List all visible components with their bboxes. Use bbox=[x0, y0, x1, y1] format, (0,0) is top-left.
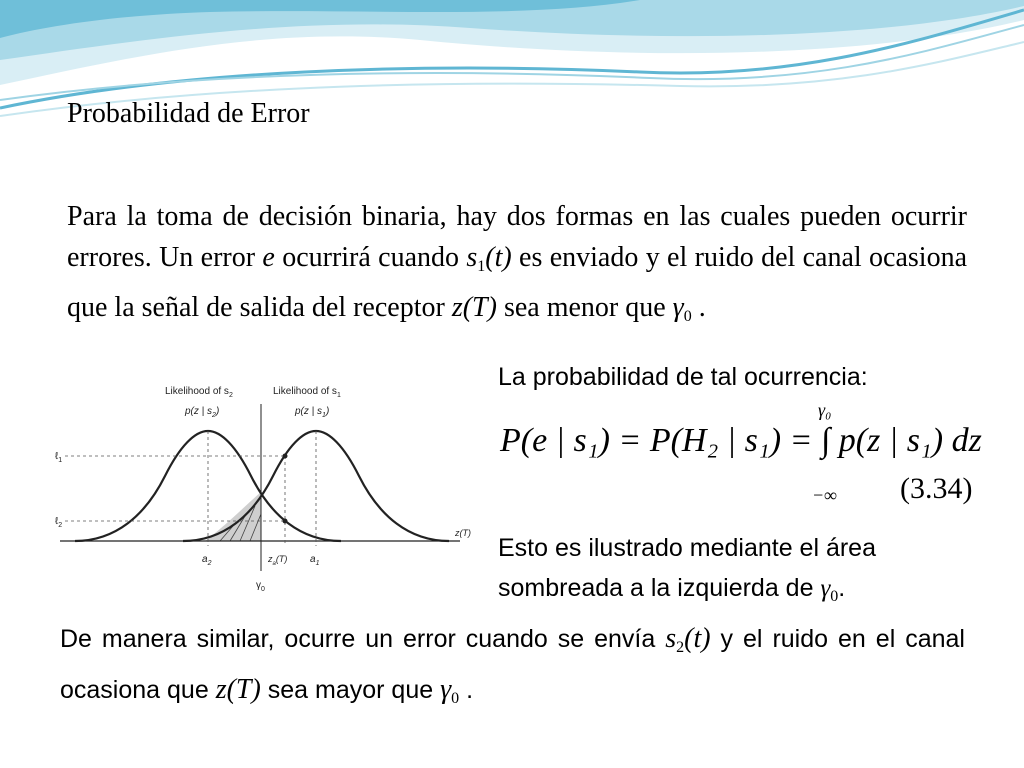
symbol-z-t: z(T) bbox=[451, 292, 497, 323]
symbol-s2-t: $s_2(t)$ bbox=[665, 623, 711, 656]
integral-upper-limit: γ₀ bbox=[818, 400, 832, 420]
equation-3-34 bbox=[500, 400, 1010, 510]
figure-background bbox=[55, 376, 485, 598]
label-a2: $a_2$ bbox=[202, 554, 212, 567]
paragraph-illustrated: Esto es ilustrado mediante el área sombreada a la izquierda de $\gamma_0$. bbox=[498, 534, 876, 605]
label-gamma0: $\gamma_0$ bbox=[256, 580, 265, 593]
label-axis-z: z(T) bbox=[455, 528, 471, 538]
symbol-s1-t: $s_1(t)$ bbox=[466, 242, 512, 275]
label-l2: ℓ$_2$ bbox=[55, 516, 63, 529]
label-za: $z_a(T)$ bbox=[268, 554, 288, 567]
label-a1: $a_1$ bbox=[310, 554, 320, 567]
label-likelihood-s1: Likelihood of $s_1$ bbox=[273, 386, 341, 399]
paragraph-similar: De manera similar, ocurre un error cuando se envía $s_2(t)$ y el ruido en el canal ocasiona que z(T) sea mayor que $\gamma_0$ . bbox=[60, 623, 965, 707]
equation-number: (3.34) bbox=[900, 472, 973, 505]
integral-lower-limit: −∞ bbox=[812, 485, 837, 505]
slide-title: Probabilidad de Error bbox=[67, 98, 310, 129]
equation-main: P(e | s₁) = P(H₂ | s₁) = ∫ p(z | s₁) dz bbox=[500, 422, 982, 459]
likelihood-figure bbox=[55, 376, 485, 598]
symbol-e: e bbox=[262, 242, 275, 273]
symbol-gamma0-2: $\gamma_0$ bbox=[820, 575, 839, 605]
probability-label: La probabilidad de tal ocurrencia: bbox=[498, 363, 868, 391]
symbol-z-t-2: z(T) bbox=[215, 674, 261, 705]
paragraph-error-definition: Para la toma de decisión binaria, hay dos formas en las cuales pueden ocurrir errores. Un error e ocurrirá cuando $s_1(t)$ es enviado y el ruido del canal ocasiona que la señal de salida del receptor z(T) sea menor que $\gamma_0$ . bbox=[67, 201, 967, 325]
symbol-gamma0: $\gamma_0$ bbox=[672, 292, 692, 325]
point-l1 bbox=[283, 454, 288, 459]
symbol-gamma0-3: $\gamma_0$ bbox=[440, 674, 460, 707]
point-l2 bbox=[283, 519, 288, 524]
label-l1: ℓ$_1$ bbox=[55, 451, 63, 464]
label-pdf-s1: p(z | $s_1$) bbox=[295, 406, 330, 419]
label-pdf-s2: p(z | $s_2$) bbox=[185, 406, 220, 419]
label-likelihood-s2: Likelihood of $s_2$ bbox=[165, 386, 233, 399]
